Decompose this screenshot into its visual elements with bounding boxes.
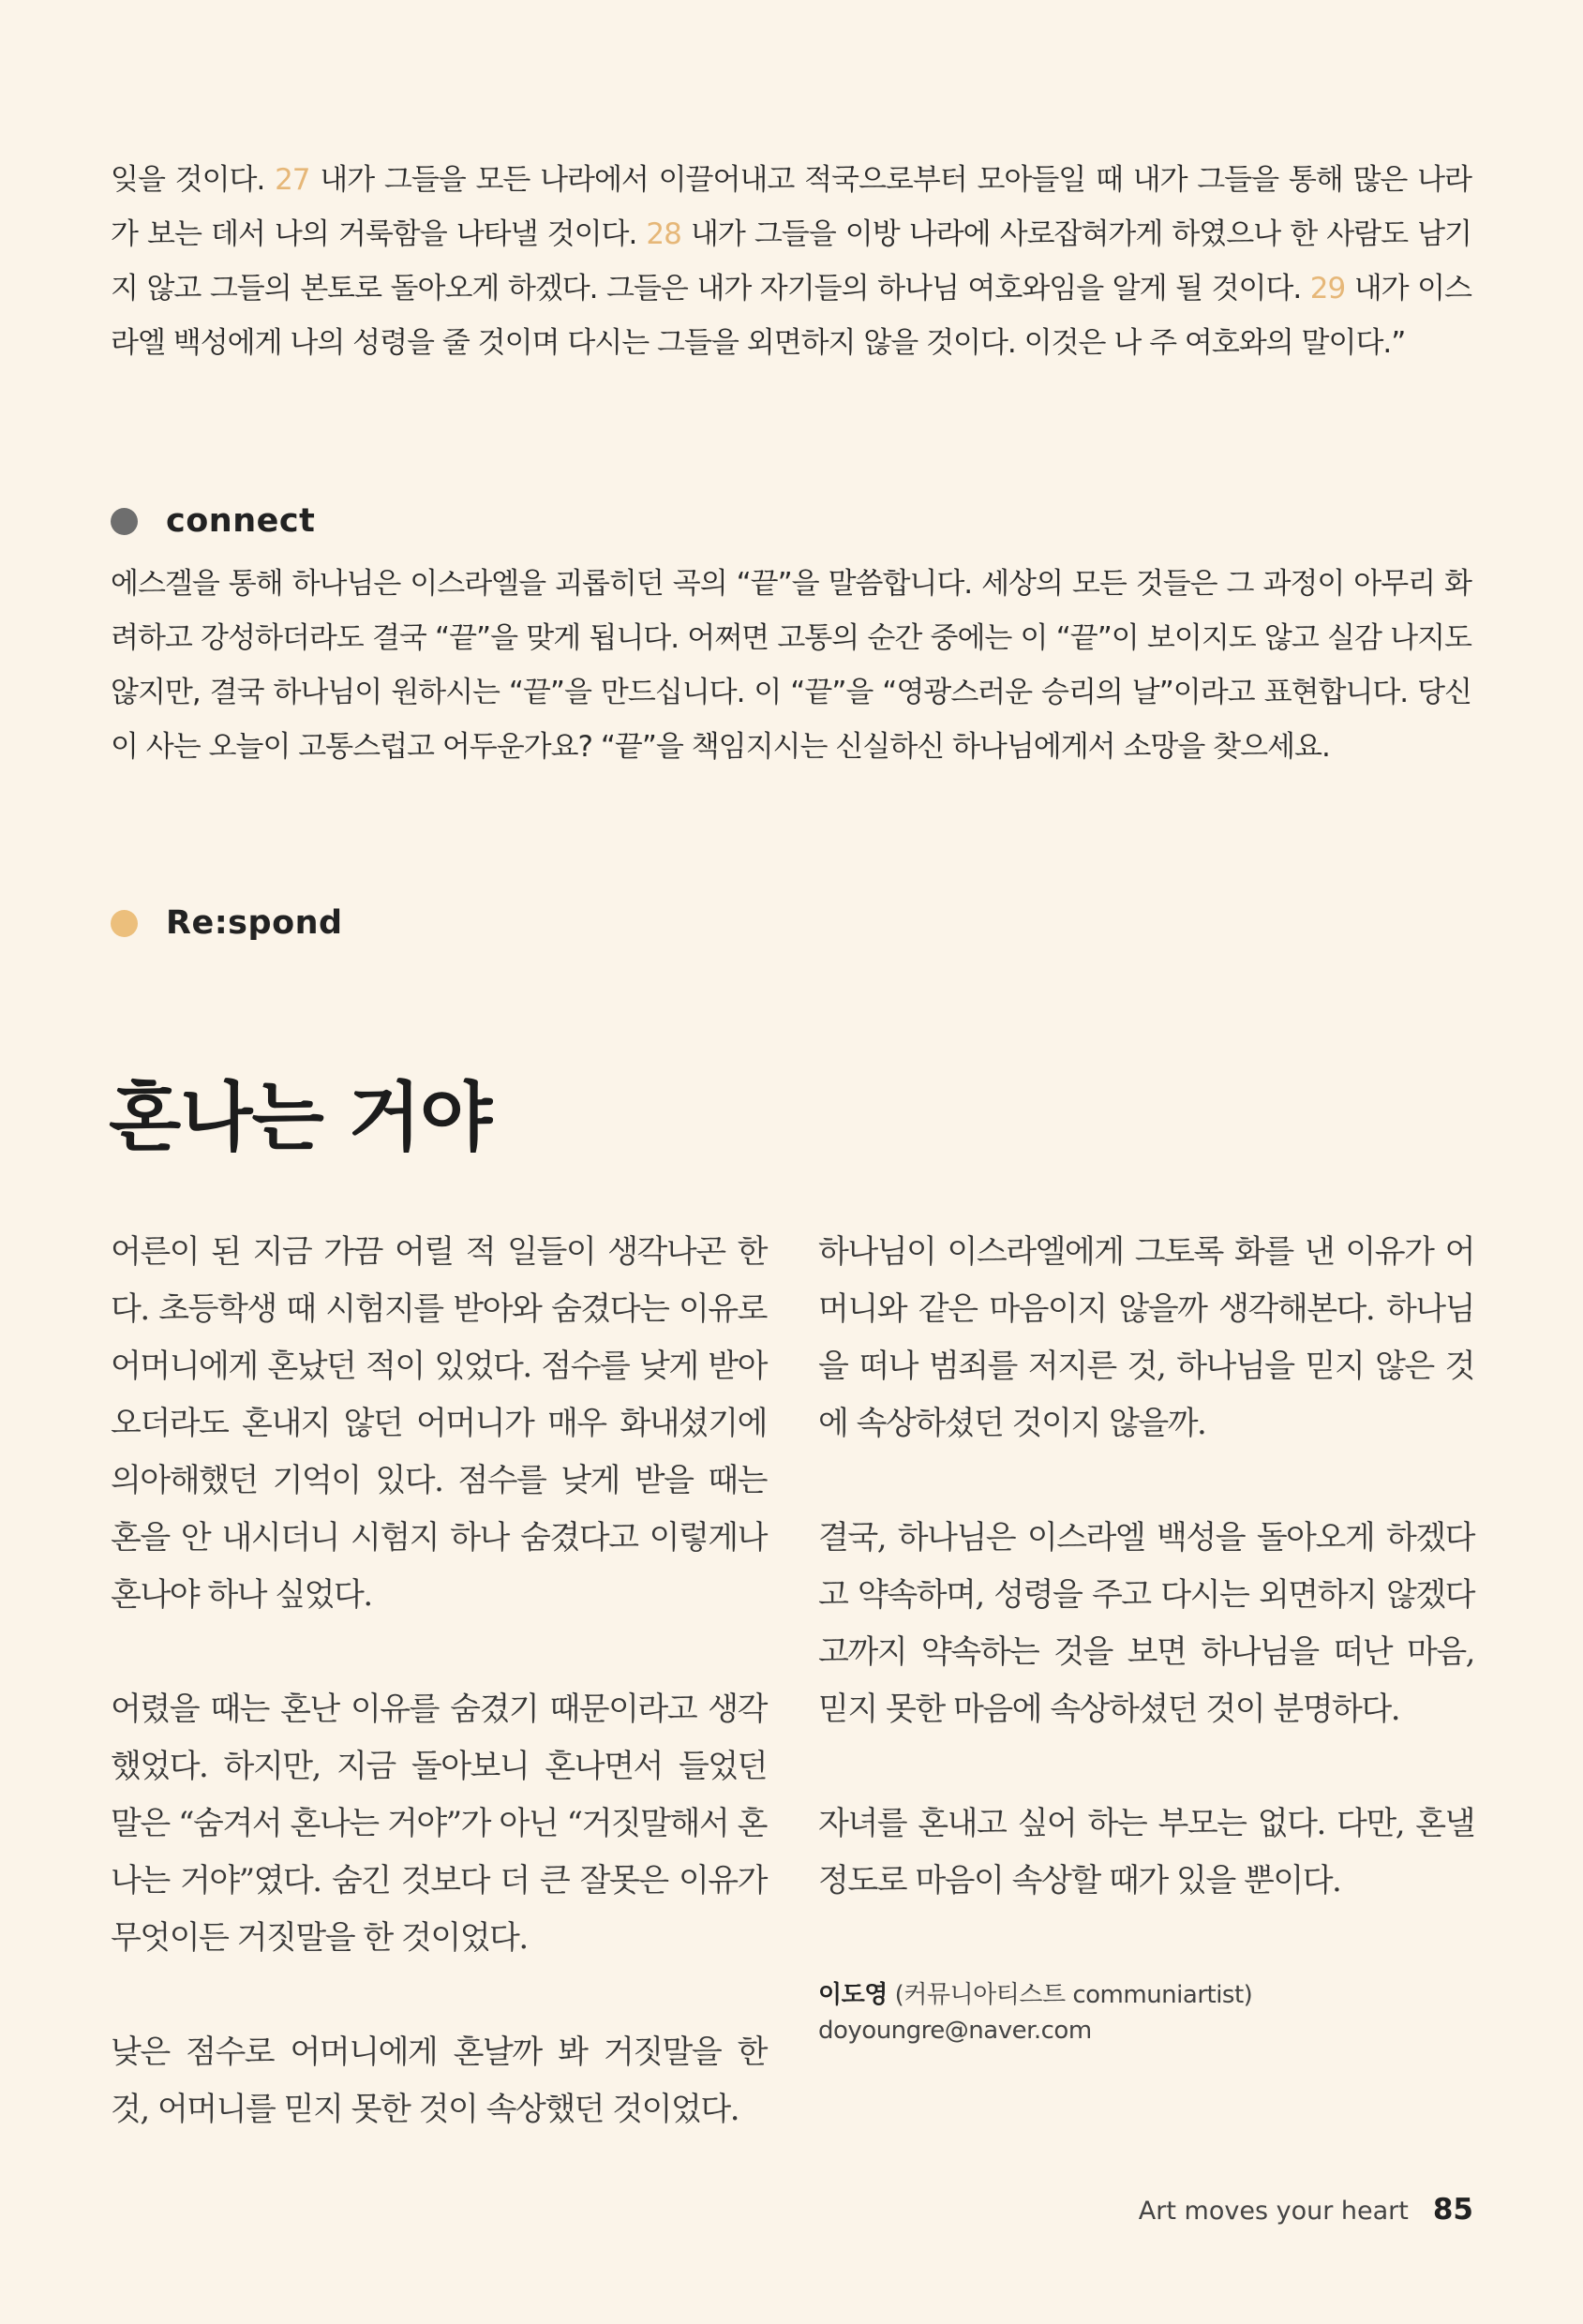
author-role: (커뮤니아티스트 communiartist) [887, 1981, 1253, 2009]
author-email: doyoungre@naver.com [818, 2017, 1092, 2045]
article-paragraph: 어른이 된 지금 가끔 어릴 적 일들이 생각나곤 한다. 초등학생 때 시험지를 받아와 숨겼다는 이유로 어머니에게 혼났던 적이 있었다. 점수를 낮게 받아오더라도 혼내지 않던 어머니가 매우 화내셨기에 의아해했던 기억이 있다. 점수를 낮게 받을 때는 혼을 안 내시더니 시험지 하나 숨겼다고 이렇게나 혼나야 하나 싶었다. [111, 1233, 767, 1614]
author-byline [818, 1977, 1252, 2048]
page-footer [1139, 2193, 1473, 2227]
bullet-dot-icon [111, 910, 138, 937]
article-title: 혼나는 거야 [109, 1073, 492, 1161]
article-paragraph: 낮은 점수로 어머니에게 혼날까 봐 거짓말을 한 것, 어머니를 믿지 못한 것이 속상했던 것이었다. [111, 2034, 767, 2128]
article-paragraph: 자녀를 혼내고 싶어 하는 부모는 없다. 다만, 혼낼 정도로 마음이 속상할 때가 있을 뿐이다. [818, 1805, 1474, 1899]
article-left-column [111, 1224, 767, 2196]
respond-heading [111, 904, 343, 942]
page-number: 85 [1432, 2193, 1473, 2227]
connect-heading [111, 502, 315, 540]
respond-label: Re:spond [166, 904, 343, 942]
connect-label: connect [166, 502, 316, 540]
article-right-column [818, 1224, 1474, 1967]
connect-text: 에스겔을 통해 하나님은 이스라엘을 괴롭히던 곡의 “끝”을 말씀합니다. 세상의 모든 것들은 그 과정이 아무리 화려하고 강성하더라도 결국 “끝”을 맞게 됩니다. 어쩌면 고통의 순간 중에는 이 “끝”이 보이지도 않고 실감 나지도 않지만, 결국 하나님이 원하시는 “끝”을 만드십니다. 이 “끝”을 “영광스러운 승리의 날”이라고 표현합니다. 당신이 사는 오늘이 고통스럽고 어두운가요? “끝”을 책임지시는 신실하신 하나님에게서 소망을 찾으세요. [111, 567, 1471, 764]
article-paragraph: 하나님이 이스라엘에게 그토록 화를 낸 이유가 어머니와 같은 마음이지 않을까 생각해본다. 하나님을 떠나 범죄를 저지른 것, 하나님을 믿지 않은 것에 속상하셨던 것이지 않을까. [818, 1233, 1474, 1442]
connect-section [111, 557, 1471, 774]
verse-number-27: 27 [275, 163, 310, 197]
verse-number-28: 28 [646, 217, 681, 251]
footer-tagline: Art moves your heart [1138, 2197, 1409, 2226]
scripture-passage [111, 153, 1471, 370]
article-paragraph: 어렸을 때는 혼난 이유를 숨겼기 때문이라고 생각했었다. 하지만, 지금 돌아보니 혼나면서 들었던 말은 “숨겨서 혼나는 거야”가 아닌 “거짓말해서 혼나는 거야”였다. 숨긴 것보다 더 큰 잘못은 이유가 무엇이든 거짓말을 한 것이었다. [111, 1691, 767, 1957]
author-name: 이도영 [818, 1981, 888, 2009]
article-paragraph: 결국, 하나님은 이스라엘 백성을 돌아오게 하겠다고 약속하며, 성령을 주고 다시는 외면하지 않겠다고까지 약속하는 것을 보면 하나님을 떠난 마음, 믿지 못한 마음에 속상하셨던 것이 분명하다. [818, 1519, 1474, 1728]
bullet-dot-icon [111, 508, 138, 535]
scripture-text: 잊을 것이다. 27 내가 그들을 모든 나라에서 이끌어내고 적국으로부터 모아들일 때 내가 그들을 통해 많은 나라가 보는 데서 나의 거룩함을 나타낼 것이다. 28 내가 그들을 이방 나라에 사로잡혀가게 하였으나 한 사람도 남기지 않고 그들의 본토로 돌아오게 하겠다. 그들은 내가 자기들의 하나님 여호와임을 알게 될 것이다. 29 내가 이스라엘 백성에게 나의 성령을 줄 것이며 다시는 그들을 외면하지 않을 것이다. 이것은 나 주 여호와의 말이다.” [111, 163, 1472, 360]
verse-number-29: 29 [1309, 272, 1346, 305]
